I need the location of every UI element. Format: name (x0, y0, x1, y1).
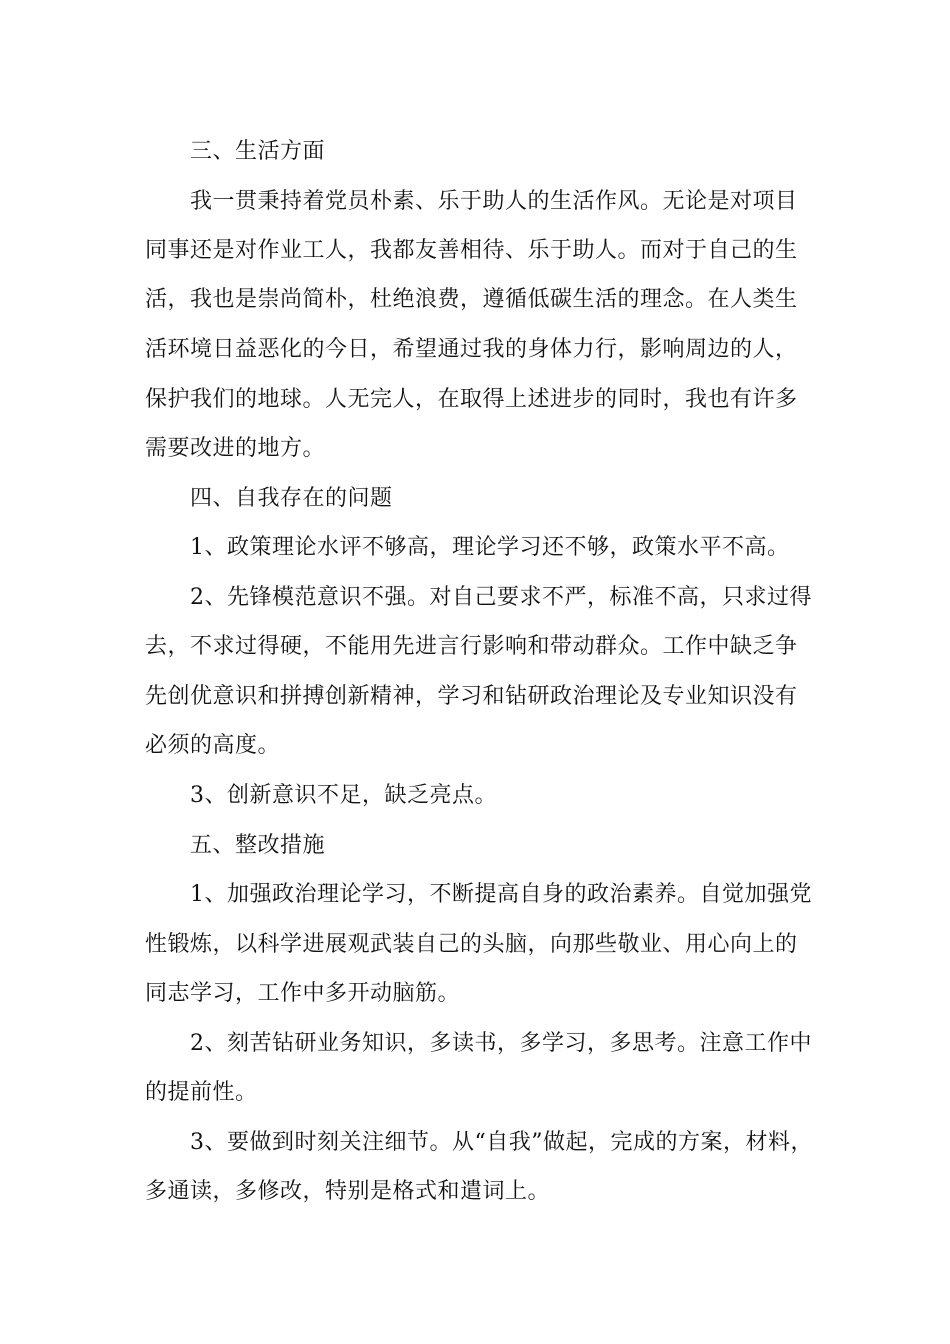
list-item: 1、政策理论水评不够高，理论学习还不够，政策水平不高。 (190, 535, 790, 560)
paragraph-line: 去，不求过得硬，不能用先进言行影响和带动群众。工作中缺乏争 (145, 634, 798, 659)
paragraph-line: 先创优意识和拼搏创新精神，学习和钻研政治理论及专业知识没有 (145, 684, 798, 709)
paragraph-line: 活，我也是崇尚简朴，杜绝浪费，遵循低碳生活的理念。在人类生 (145, 287, 798, 312)
section-heading-measures: 五、整改措施 (190, 833, 326, 858)
list-item: 3、要做到时刻关注细节。从“自我”做起，完成的方案，材料， (190, 1130, 813, 1155)
paragraph-line: 同志学习，工作中多开动脑筋。 (145, 981, 461, 1006)
list-item: 2、刻苦钻研业务知识，多读书，多学习，多思考。注意工作中 (190, 1031, 812, 1056)
list-item: 1、加强政治理论学习，不断提高自身的政治素养。自觉加强党 (190, 882, 812, 907)
paragraph-line: 保护我们的地球。人无完人，在取得上述进步的同时，我也有许多 (145, 387, 798, 412)
paragraph-line: 的提前性。 (145, 1080, 258, 1105)
paragraph-line: 活环境日益恶化的今日，希望通过我的身体力行，影响周边的人， (145, 337, 798, 362)
paragraph-line: 必须的高度。 (145, 733, 281, 758)
section-heading-life: 三、生活方面 (190, 139, 326, 164)
paragraph-line: 多通读，多修改，特别是格式和遣词上。 (145, 1179, 551, 1204)
list-item: 2、先锋模范意识不强。对自己要求不严，标准不高，只求过得 (190, 585, 812, 610)
paragraph-line: 需要改进的地方。 (145, 436, 326, 461)
list-item: 3、创新意识不足，缺乏亮点。 (190, 783, 497, 808)
paragraph-line: 我一贯秉持着党员朴素、乐于助人的生活作风。无论是对项目 (190, 189, 798, 214)
paragraph-line: 同事还是对作业工人，我都友善相待、乐于助人。而对于自己的生 (145, 238, 798, 263)
paragraph-line: 性锻炼，以科学进展观武装自己的头脑，向那些敬业、用心向上的 (145, 932, 798, 957)
section-heading-problems: 四、自我存在的问题 (190, 486, 393, 511)
